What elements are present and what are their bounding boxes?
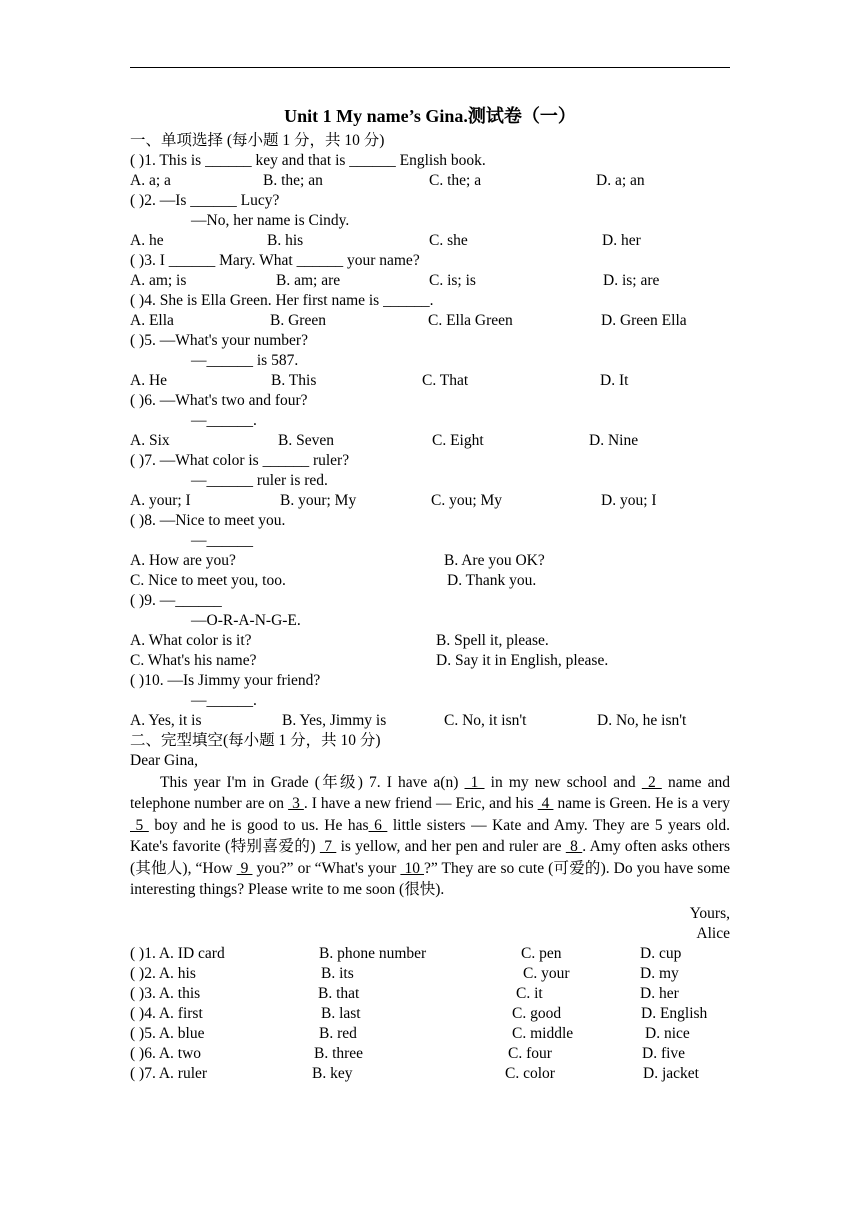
option-a: A. Six [130, 432, 170, 449]
option-d: D. her [602, 232, 641, 249]
option-d: D. a; an [596, 172, 645, 189]
option-a: A. Yes, it is [130, 712, 202, 729]
blank-8: 8 [565, 838, 583, 856]
option-c: C. your [523, 965, 570, 983]
option-b: B. phone number [319, 945, 427, 963]
option-c: C. you; My [431, 492, 503, 509]
option-c: C. good [512, 1005, 562, 1023]
question-10-stem: ( )10. —Is Jimmy your friend? [130, 672, 321, 689]
passage-text: This year I'm in Grade (年级) 7. I have a(n) [160, 774, 465, 791]
cloze-stem: ( )2. A. his [130, 965, 196, 983]
blank-6: 6 [368, 816, 388, 834]
option-d: D. It [600, 372, 629, 389]
question-5-options [130, 371, 730, 391]
section-1-heading: 一、单项选择 (每小题 1 分，共 10 分) [130, 132, 385, 149]
question-4-stem: ( )4. She is Ella Green. Her first name is ______. [130, 292, 434, 309]
option-d: D. nice [645, 1025, 690, 1043]
cloze-stem: ( )1. A. ID card [130, 945, 225, 963]
option-b: B. Green [270, 312, 326, 329]
page-title: Unit 1 My name’s Gina.测试卷（一） [284, 106, 576, 126]
option-c: C. four [508, 1045, 552, 1063]
option-d: D. five [642, 1045, 686, 1063]
question-6-stem: ( )6. —What's two and four? [130, 392, 308, 409]
option-b: B. last [321, 1005, 361, 1023]
option-d: D. her [640, 985, 679, 1003]
blank-9: 9 [236, 859, 253, 877]
passage-text: is yellow, and her pen and ruler are [336, 838, 566, 856]
option-a: A. he [130, 232, 164, 249]
option-d: D. English [641, 1005, 708, 1023]
question-7-options [130, 491, 730, 511]
option-c: C. No, it isn't [444, 712, 527, 729]
cloze-stem: ( )5. A. blue [130, 1025, 205, 1043]
question-2-stem: ( )2. —Is ______ Lucy? [130, 192, 280, 209]
question-8-reply: —______ [191, 532, 253, 549]
cloze-question-3 [130, 984, 730, 1004]
question-10-options [130, 711, 730, 731]
option-b: B. am; are [276, 272, 341, 289]
cloze-question-4 [130, 1004, 730, 1024]
option-d: D. you; I [601, 492, 657, 509]
option-d: D. Nine [589, 432, 639, 449]
question-1-options [130, 171, 730, 191]
passage-text: . I have a new friend — Eric, and his [303, 795, 538, 813]
passage-text: name is Green. He is a very [553, 795, 731, 813]
blank-4: 4 [537, 795, 554, 813]
blank-3: 3 [288, 795, 304, 813]
question-9-stem: ( )9. —______ [130, 592, 222, 609]
option-c: C. the; a [429, 172, 482, 189]
question-1-stem: ( )1. This is ______ key and that is ______ English book. [130, 152, 486, 169]
option-b: B. the; an [263, 172, 323, 189]
section-2-heading: 二、完型填空(每小题 1 分，共 10 分) [130, 732, 381, 749]
option-b: B. three [314, 1045, 364, 1063]
option-d: D. cup [640, 945, 682, 963]
cloze-stem: ( )6. A. two [130, 1045, 202, 1063]
option-b: B. your; My [280, 492, 357, 509]
question-7-reply: —______ ruler is red. [191, 472, 328, 489]
passage-text: you?” or “What's your [252, 859, 401, 877]
question-8-stem: ( )8. —Nice to meet you. [130, 512, 286, 529]
option-a: A. am; is [130, 272, 187, 289]
option-b: B. its [321, 965, 354, 983]
question-7-stem: ( )7. —What color is ______ ruler? [130, 452, 350, 469]
passage-text: ?” They are so cute (可爱的). Do you have some interesting things? Please write to me soon (很快). [130, 859, 731, 899]
option-c: C. it [516, 985, 543, 1003]
question-9-options-row1 [130, 631, 730, 651]
cloze-question-7 [130, 1064, 730, 1084]
option-b: B. key [312, 1065, 353, 1083]
blank-7: 7 [319, 838, 337, 856]
option-d: D. jacket [643, 1065, 699, 1083]
question-2-options [130, 231, 730, 251]
option-c: C. is; is [429, 272, 476, 289]
option-a: A. your; I [130, 492, 191, 509]
question-3-options [130, 271, 730, 291]
option-c: C. she [429, 232, 468, 249]
blank-10: 10 [400, 859, 425, 877]
option-a: A. a; a [130, 172, 171, 189]
cloze-question-1 [130, 944, 730, 964]
question-9-options-row2 [130, 651, 730, 671]
option-c: C. pen [521, 945, 562, 963]
option-c: C. Eight [432, 432, 484, 449]
option-c: C. Nice to meet you, too. [130, 572, 286, 589]
option-c: C. That [422, 372, 469, 389]
option-b: B. Spell it, please. [436, 632, 549, 649]
option-c: C. Ella Green [428, 312, 513, 329]
option-d: D. is; are [603, 272, 660, 289]
option-a: A. He [130, 372, 168, 389]
option-d: D. No, he isn't [597, 712, 687, 729]
option-d: D. Say it in English, please. [436, 652, 609, 669]
question-2-reply: —No, her name is Cindy. [191, 212, 350, 229]
option-b: B. Seven [278, 432, 334, 449]
letter-greeting: Dear Gina, [130, 752, 198, 769]
option-b: B. red [319, 1025, 357, 1043]
cloze-question-5 [130, 1024, 730, 1044]
passage-text: in my new school and [484, 774, 642, 791]
question-3-stem: ( )3. I ______ Mary. What ______ your name? [130, 252, 420, 269]
passage-text: little sisters — Kate and Amy. They are 5 years old. Kate's favorite (特别喜爱的) [130, 816, 731, 856]
letter-closing: Yours, [689, 905, 730, 923]
passage-text: boy and he is good to us. He has [148, 816, 369, 834]
blank-5: 5 [130, 816, 149, 834]
cloze-stem: ( )3. A. this [130, 985, 201, 1003]
option-d: D. Thank you. [447, 572, 537, 589]
question-4-options [130, 311, 730, 331]
question-5-reply: —______ is 587. [191, 352, 299, 369]
cloze-stem: ( )4. A. first [130, 1005, 203, 1023]
passage-text: . Amy often asks others (其他人), “How [130, 838, 730, 877]
letter-signature: Alice [696, 925, 730, 943]
option-d: D. my [640, 965, 679, 983]
option-b: B. his [267, 232, 304, 249]
cloze-stem: ( )7. A. ruler [130, 1065, 208, 1083]
question-5-stem: ( )5. —What's your number? [130, 332, 308, 349]
option-c: C. color [505, 1065, 555, 1083]
passage-text: name and telephone number are on [130, 774, 731, 813]
cloze-question-2 [130, 964, 730, 984]
option-a: A. What color is it? [130, 632, 252, 649]
option-b: B. that [318, 985, 360, 1003]
cloze-question-6 [130, 1044, 730, 1064]
option-d: D. Green Ella [601, 312, 687, 329]
question-6-options [130, 431, 730, 451]
option-b: B. Yes, Jimmy is [282, 712, 387, 729]
test-paper [130, 101, 730, 1084]
cloze-passage [130, 772, 730, 900]
option-b: B. This [271, 372, 317, 389]
question-10-reply: —______. [191, 692, 257, 709]
blank-1: 1 [464, 774, 485, 791]
header-rule [130, 67, 730, 68]
option-b: B. Are you OK? [444, 552, 545, 569]
option-c: C. middle [512, 1025, 574, 1043]
option-c: C. What's his name? [130, 652, 257, 669]
question-8-options-row2 [130, 571, 730, 591]
question-9-reply: —O-R-A-N-G-E. [191, 612, 301, 629]
option-a: A. Ella [130, 312, 174, 329]
question-8-options-row1 [130, 551, 730, 571]
blank-2: 2 [641, 774, 662, 791]
option-a: A. How are you? [130, 552, 236, 569]
question-6-reply: —______. [191, 412, 257, 429]
